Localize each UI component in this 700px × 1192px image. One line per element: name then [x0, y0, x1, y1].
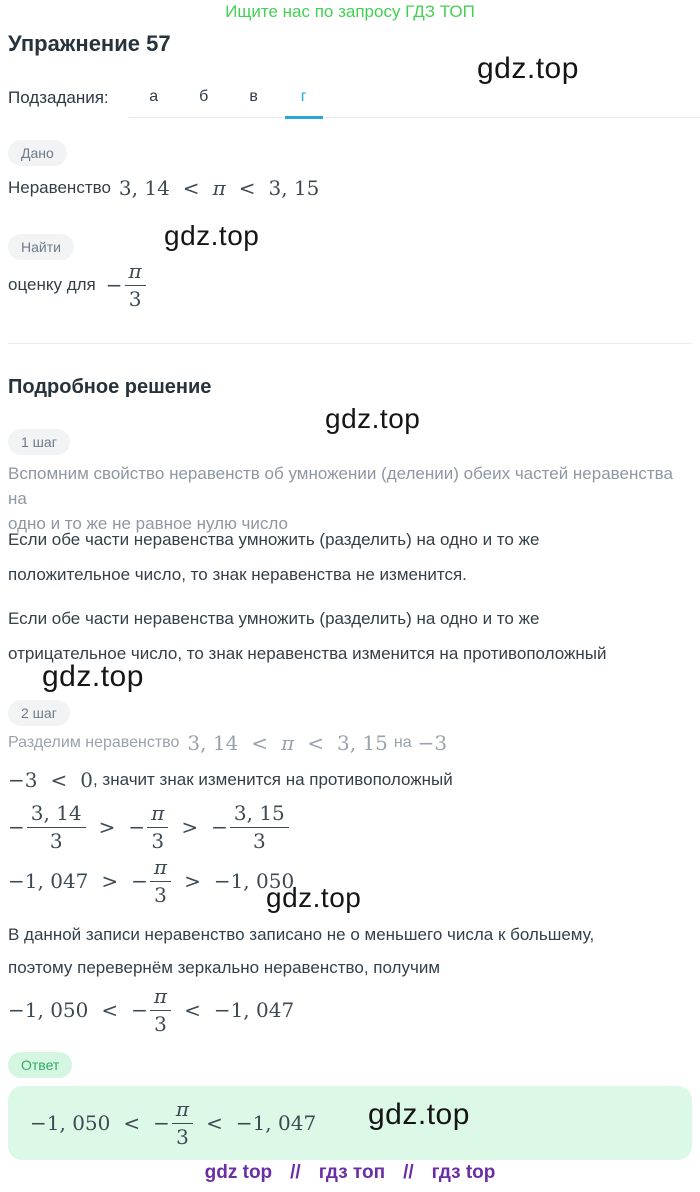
step1-badge-wrap: [8, 429, 70, 455]
rule-negative-line: отрицательное число, то знак неравенства изменится на противоположный: [8, 644, 607, 663]
footer-links: [0, 1162, 700, 1184]
rule-positive-line: Если обе части неравенства умножить (разделить) на одно и то же: [8, 530, 540, 549]
gdz-watermark: gdz.top: [42, 660, 144, 693]
section-divider: [8, 343, 692, 344]
sign-note: , значит знак изменится на противоположный: [92, 770, 453, 789]
sign-math: −3 < 0: [8, 768, 93, 792]
divide-suffix: на: [393, 734, 412, 751]
rule-negative-line: Если обе части неравенства умножить (разделить) на одно и то же: [8, 609, 540, 628]
find-expression: [8, 258, 146, 312]
subtasks-tabs: [129, 88, 700, 118]
step2-badge-wrap: [8, 700, 70, 726]
gdz-watermark: gdz.top: [325, 403, 421, 434]
sign-statement: [8, 768, 453, 792]
gdz-watermark: gdz.top: [266, 882, 362, 913]
flip-line: В данной записи неравенство записано не о меньшего числа к большему,: [8, 925, 595, 944]
divide-math: 3, 14 < π < 3, 15: [187, 731, 388, 755]
given-badge: Дано: [8, 140, 67, 166]
answer-box: [8, 1086, 692, 1160]
math-row-2: −1, 047 > − $\frac{\pi}{3}$ > −1, 050: [8, 854, 295, 907]
divide-prefix: Разделим неравенство: [8, 734, 180, 751]
subtasks-label: Подзадания:: [8, 88, 109, 107]
subtask-tab-b[interactable]: б: [199, 88, 209, 105]
find-badge-wrap: [8, 234, 74, 260]
gdz-watermark: gdz.top: [477, 52, 579, 85]
flip-line: поэтому перевернём зеркально неравенство, получим: [8, 958, 441, 977]
solution-heading: Подробное решение: [8, 376, 212, 398]
given-math: 3, 14 < π < 3, 15: [118, 176, 320, 200]
footer-separator: //: [290, 1162, 301, 1183]
math-row-3: −1, 050 < − $\frac{\pi}{3}$ < −1, 047: [8, 983, 295, 1036]
footer-link-2: гдз топ: [318, 1162, 386, 1183]
gdz-watermark: gdz.top: [368, 1098, 470, 1131]
given-prefix: Неравенство: [8, 178, 111, 197]
footer-separator: //: [403, 1162, 414, 1183]
step1-badge: 1 шаг: [8, 429, 70, 455]
divide-by: −3: [417, 731, 448, 755]
find-prefix: оценку для: [8, 275, 96, 294]
given-statement: [8, 176, 319, 200]
flip-paragraph: [8, 918, 690, 984]
answer-expression: −1, 050 < − $\frac{\pi}{3}$ < −1, 047: [30, 1096, 317, 1149]
step2-badge: 2 шаг: [8, 700, 70, 726]
subtask-tab-g[interactable]: г: [285, 88, 323, 119]
promo-banner: Ищите нас по запросу ГДЗ ТОП: [225, 2, 475, 21]
answer-badge: Ответ: [8, 1052, 72, 1078]
find-badge: Найти: [8, 234, 74, 260]
gdz-watermark: gdz.top: [164, 220, 260, 251]
find-math: − $\frac{\pi}{3}$: [106, 261, 146, 310]
subtask-tab-a[interactable]: а: [149, 88, 159, 105]
math-row-1: − $\frac{3, 14}{3}$ > − $\frac{\pi}{3}$ > − $\frac{3, 15}{3}$: [8, 800, 289, 854]
given-badge-wrap: [8, 140, 67, 166]
page-title: Упражнение 57: [8, 31, 171, 56]
divide-statement: [8, 731, 447, 755]
answer-badge-wrap: [8, 1052, 72, 1078]
rule-positive: [8, 522, 690, 592]
rule-positive-line: положительное число, то знак неравенства не изменится.: [8, 565, 467, 584]
footer-link-3: гдз top: [431, 1162, 496, 1183]
step1-note-line: одно и то же не равное нулю число: [8, 514, 288, 533]
step1-note-line: Вспомним свойство неравенств об умножении (делении) обеих частей неравенства на: [8, 464, 673, 508]
footer-link-1: gdz top: [204, 1162, 273, 1183]
subtasks-row: [8, 88, 700, 118]
subtask-tab-v[interactable]: в: [249, 88, 258, 105]
